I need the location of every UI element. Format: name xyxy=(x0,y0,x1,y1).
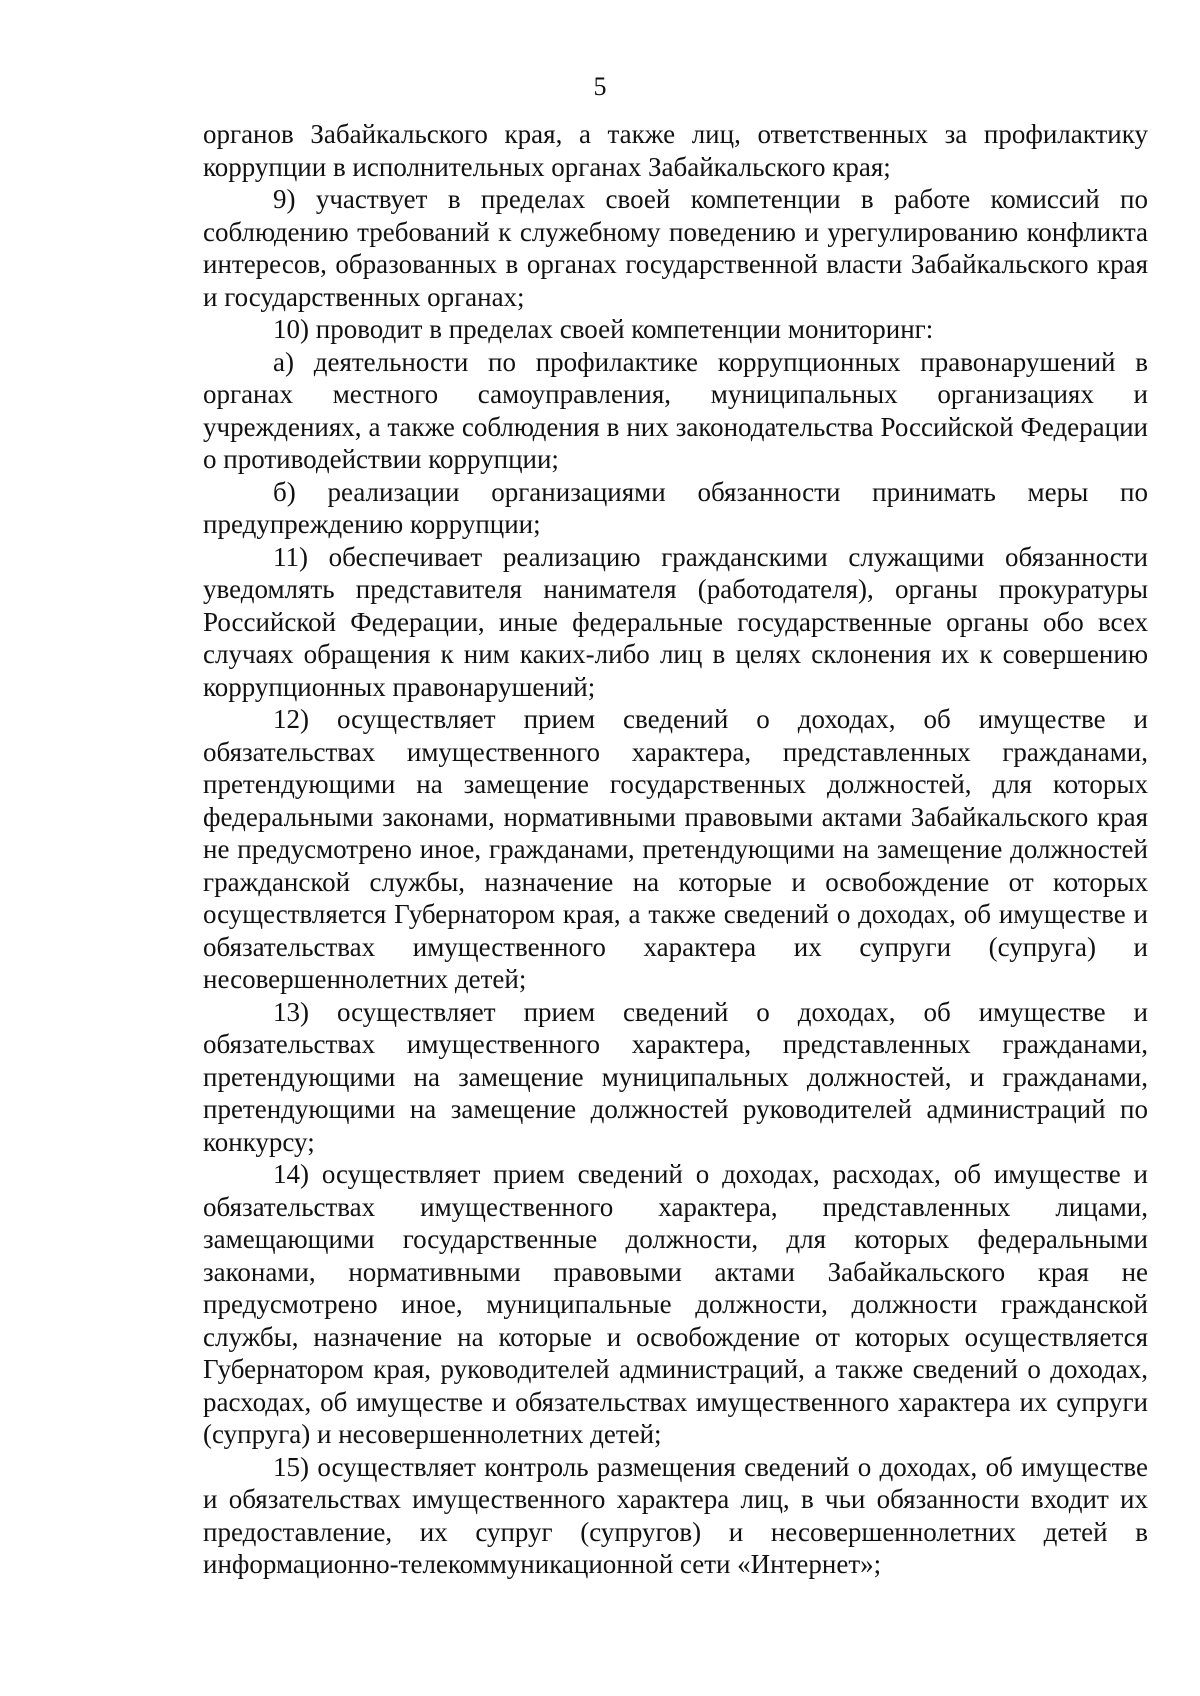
document-body xyxy=(203,118,1148,1581)
page-number: 5 xyxy=(593,72,607,101)
paragraph-item-14: 14) осуществляет прием сведений о доходах, расходах, об имуществе и обязательствах имущественного характера, представленных лицами, замещающими государственные должности, для которых федеральными законами, нормативными правовыми актами Забайкальского края не предусмотрено иное, муниципальные должности, должности гражданской службы, назначение на которые и освобождение от которых осуществляется Губернатором края, руководителей администраций, а также сведений о доходах, расходах, об имуществе и обязательствах имущественного характера их супруги (супруга) и несовершеннолетних детей; xyxy=(203,1159,1148,1449)
paragraph-subitem-a: а) деятельности по профилактике коррупционных правонарушений в органах местного самоуправления, муниципальных организациях и учреждениях, а также соблюдения в них законодательства Российской Федерации о противодействии коррупции; xyxy=(203,346,1148,474)
paragraph-item-10: 10) проводит в пределах своей компетенции мониторинг: xyxy=(273,314,934,344)
paragraph-continuation: органов Забайкальского края, а также лиц, ответственных за профилактику коррупции в исполнительных органах Забайкальского края; xyxy=(203,119,1148,182)
paragraph-subitem-b: б) реализации организациями обязанности принимать меры по предупреждению коррупции; xyxy=(203,476,1148,539)
paragraph-item-11: 11) обеспечивает реализацию гражданскими служащими обязанности уведомлять представителя нанимателя (работодателя), органы прокуратуры Российской Федерации, иные федеральные государственные органы обо всех случаях обращения к ним каких-либо лиц в целях склонения их к совершению коррупционных правонарушений; xyxy=(203,541,1148,702)
paragraph-item-15: 15) осуществляет контроль размещения сведений о доходах, об имуществе и обязательствах имущественного характера лиц, в чьи обязанности входит их предоставление, их супруг (супругов) и несовершеннолетних детей в информационно-телекоммуникационной сети «Интернет»; xyxy=(203,1451,1148,1579)
paragraph-item-13: 13) осуществляет прием сведений о доходах, об имуществе и обязательствах имущественного характера, представленных гражданами, претендующими на замещение муниципальных должностей, и гражданами, претендующими на замещение должностей руководителей администраций по конкурсу; xyxy=(203,996,1148,1157)
paragraph-item-12: 12) осуществляет прием сведений о доходах, об имуществе и обязательствах имущественного характера, представленных гражданами, претендующими на замещение государственных должностей, для которых федеральными законами, нормативными правовыми актами Забайкальского края не предусмотрено иное, гражданами, претендующими на замещение должностей гражданской службы, назначение на которые и освобождение от которых осуществляется Губернатором края, а также сведений о доходах, об имуществе и обязательствах имущественного характера их супруги (супруга) и несовершеннолетних детей; xyxy=(203,704,1148,994)
paragraph-item-9: 9) участвует в пределах своей компетенции в работе комиссий по соблюдению требований к служебному поведению и урегулированию конфликта интересов, образованных в органах государственной власти Забайкальского края и государственных органах; xyxy=(203,184,1148,312)
